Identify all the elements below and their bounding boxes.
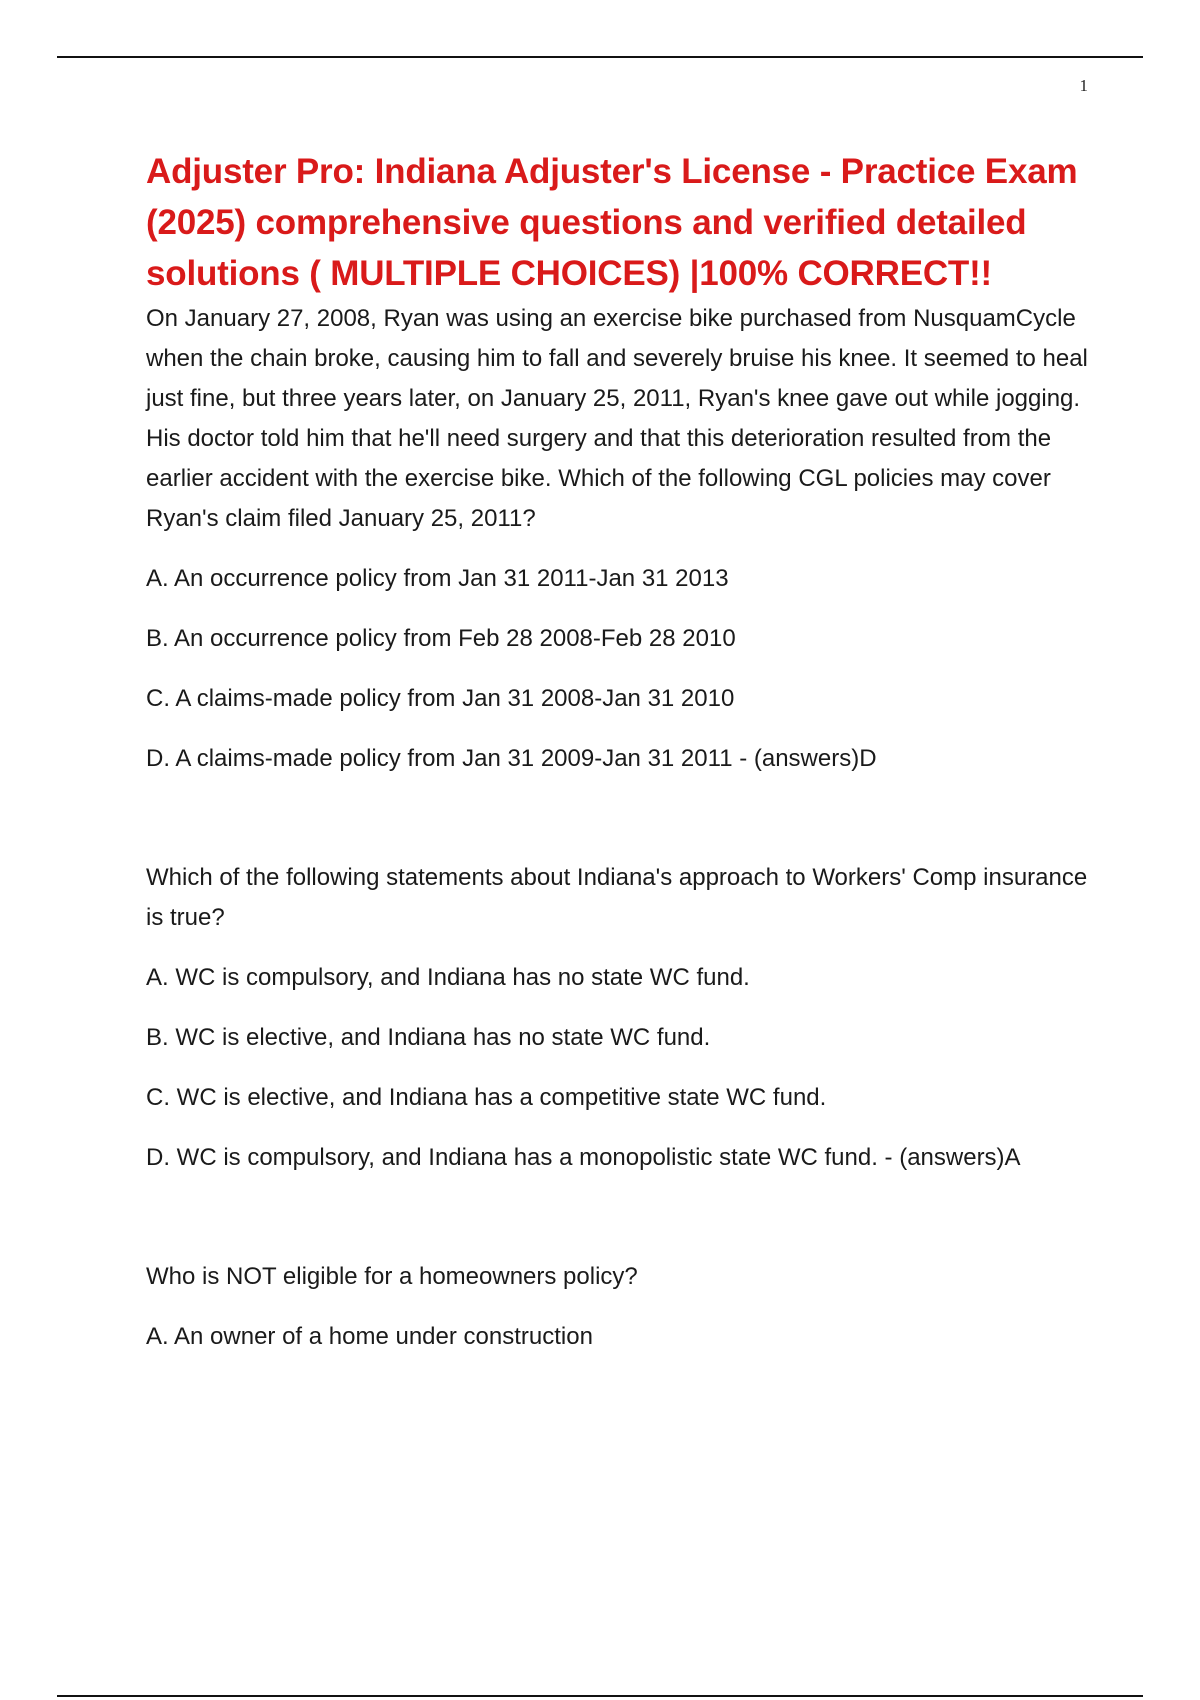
question-1-options xyxy=(146,559,1088,779)
question-1-option-b: B. An occurrence policy from Feb 28 2008-Feb 28 2010 xyxy=(146,625,736,652)
question-2-option-a: A. WC is compulsory, and Indiana has no state WC fund. xyxy=(146,964,750,991)
question-1-option-c: C. A claims-made policy from Jan 31 2008-Jan 31 2010 xyxy=(146,685,735,712)
question-1-text: On January 27, 2008, Ryan was using an exercise bike purchased from NusquamCycle when the chain broke, causing him to fall and severely bruise his knee. It seemed to heal just fine, but three years later, on January 25, 2011, Ryan's knee gave out while jogging. His doctor told him that he'll need surgery and that this deterioration resulted from the earlier accident with the exercise bike. Which of the following CGL policies may cover Ryan's claim filed January 25, 2011? xyxy=(146,305,1088,532)
question-3-option-a: A. An owner of a home under construction xyxy=(146,1323,593,1350)
footer-rule xyxy=(57,1695,1143,1697)
question-1-option-d: D. A claims-made policy from Jan 31 2009-Jan 31 2011 - (answers)D xyxy=(146,745,877,772)
question-2-option-d: D. WC is compulsory, and Indiana has a monopolistic state WC fund. - (answers)A xyxy=(146,1144,1021,1171)
question-3-text: Who is NOT eligible for a homeowners policy? xyxy=(146,1263,638,1290)
question-2-option-c: C. WC is elective, and Indiana has a competitive state WC fund. xyxy=(146,1084,827,1111)
question-3-options xyxy=(146,1317,1088,1357)
page-number: 1 xyxy=(1079,76,1088,95)
question-1-option-a: A. An occurrence policy from Jan 31 2011-Jan 31 2013 xyxy=(146,565,729,592)
question-2-text: Which of the following statements about Indiana's approach to Workers' Comp insurance is true? xyxy=(146,864,1088,931)
document-title: Adjuster Pro: Indiana Adjuster's License - Practice Exam (2025) comprehensive questions and verified detailed solutions ( MULTIPLE CHOICES) |100% CORRECT!! xyxy=(146,152,1078,293)
question-2-options xyxy=(146,958,1088,1178)
document-body xyxy=(146,146,1088,1357)
question-2-option-b: B. WC is elective, and Indiana has no state WC fund. xyxy=(146,1024,711,1051)
header-rule xyxy=(57,56,1143,58)
